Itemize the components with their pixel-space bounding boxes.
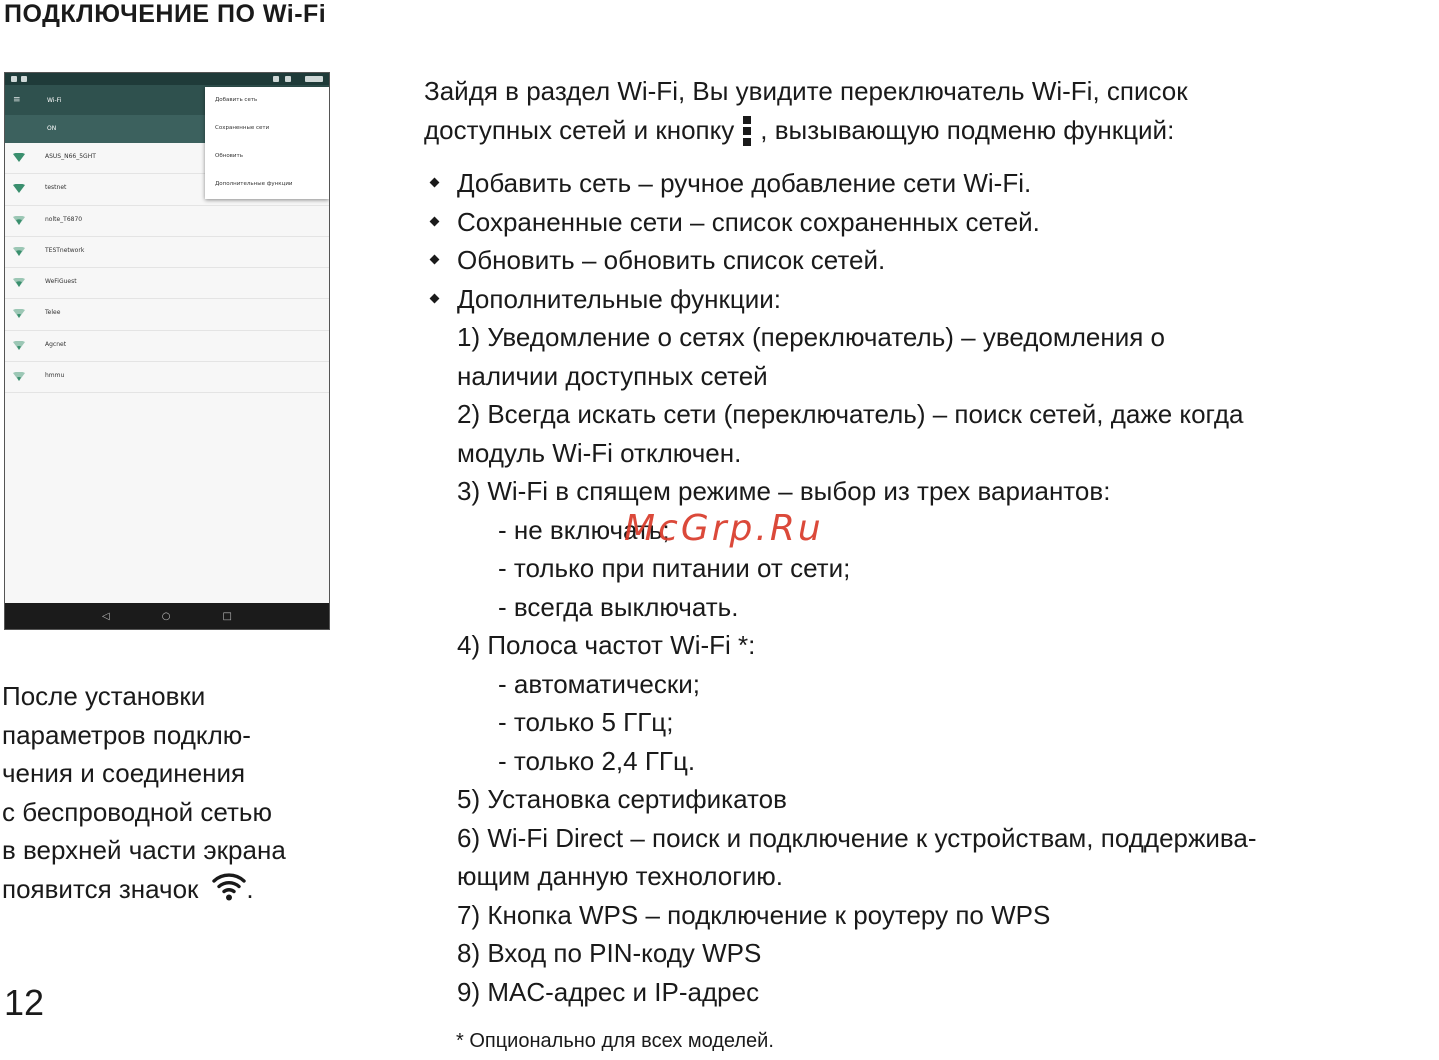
sub-item: наличии доступных сетей bbox=[457, 360, 768, 391]
wifi-signal-icon bbox=[13, 341, 25, 350]
bullet-diamond-icon bbox=[430, 293, 440, 303]
menu-item-label: Обновить bbox=[215, 153, 243, 159]
status-bar bbox=[5, 73, 329, 85]
bullet-diamond-icon bbox=[430, 255, 440, 265]
overflow-menu bbox=[205, 87, 329, 199]
back-arrow-icon[interactable]: ≡ bbox=[13, 95, 21, 105]
bullet-diamond-icon bbox=[430, 216, 440, 226]
recents-icon[interactable]: □ bbox=[222, 610, 232, 622]
wifi-signal-icon bbox=[13, 247, 25, 256]
note-line: После установки bbox=[2, 681, 206, 711]
feature-list bbox=[430, 164, 1435, 1011]
network-item[interactable] bbox=[5, 299, 329, 330]
network-item[interactable] bbox=[5, 206, 329, 237]
menu-item-label: Сохраненные сети bbox=[215, 125, 270, 131]
menu-item-advanced[interactable] bbox=[205, 171, 329, 199]
bullet-item bbox=[430, 241, 1435, 280]
bullet-item bbox=[430, 164, 1435, 203]
network-item[interactable] bbox=[5, 268, 329, 299]
bullet-item bbox=[430, 203, 1435, 242]
intro-line bbox=[424, 111, 1424, 150]
sub-item: 3) Wi-Fi в спящем режиме – выбор из трех вариантов: bbox=[457, 476, 1111, 506]
sub-item: ющим данную технологию. bbox=[457, 861, 783, 891]
nav-bar bbox=[5, 603, 329, 629]
wifi-signal-icon bbox=[13, 309, 25, 318]
intro-text: , вызывающую подменю функций: bbox=[760, 114, 1175, 145]
wifi-switch-label: ON bbox=[47, 125, 57, 132]
sub-item: 2) Всегда искать сети (переключатель) – поиск сетей, даже когда bbox=[457, 399, 1244, 429]
option-item: - автоматически; bbox=[498, 668, 700, 699]
sub-item: 4) Полоса частот Wi-Fi *: bbox=[457, 630, 756, 660]
home-icon[interactable]: ○ bbox=[161, 610, 171, 622]
wifi-signal-icon bbox=[13, 153, 25, 162]
connection-note bbox=[2, 677, 362, 909]
sub-item: 9) MAC-адрес и IP-адрес bbox=[457, 976, 760, 1007]
app-bar-title: Wi-Fi bbox=[47, 97, 62, 104]
network-item[interactable] bbox=[5, 331, 329, 362]
sub-item: модуль Wi-Fi отключен. bbox=[457, 437, 742, 468]
network-name: Telee bbox=[45, 309, 61, 317]
wifi-signal-icon bbox=[13, 184, 25, 193]
phone-screenshot bbox=[4, 72, 330, 630]
network-name: Agcnet bbox=[45, 340, 67, 348]
wifi-signal-icon bbox=[13, 278, 25, 287]
intro-paragraph bbox=[424, 72, 1424, 149]
note-text: . bbox=[246, 873, 254, 904]
network-item[interactable] bbox=[5, 237, 329, 268]
sub-item: 8) Вход по PIN-коду WPS bbox=[457, 938, 762, 968]
intro-line: Зайдя в раздел Wi-Fi, Вы увидите переключатель Wi-Fi, список bbox=[424, 76, 1188, 106]
bullet-text: Сохраненные сети – список сохраненных сетей. bbox=[457, 206, 1040, 237]
bullet-text: Добавить сеть – ручное добавление сети Wi-Fi. bbox=[457, 168, 1032, 198]
network-name: nolte_T6870 bbox=[45, 215, 83, 223]
menu-item-add-network[interactable] bbox=[205, 87, 329, 115]
network-name: testnet bbox=[45, 184, 67, 192]
network-name: hmmu bbox=[45, 372, 65, 380]
footnote: * Опционально для всех моделей. bbox=[456, 1030, 774, 1052]
note-line: с беспроводной сетью bbox=[2, 796, 272, 827]
note-line: в верхней части экрана bbox=[2, 835, 286, 866]
intro-text: доступных сетей и кнопку bbox=[424, 114, 735, 145]
watermark: McGrp.Ru bbox=[624, 508, 824, 549]
bullet-text: Обновить – обновить список сетей. bbox=[457, 245, 886, 275]
sub-item: 6) Wi-Fi Direct – поиск и подключение к устройствам, поддержива- bbox=[457, 822, 1257, 853]
option-item: - только 5 ГГц; bbox=[498, 707, 674, 737]
option-item: - не включать; bbox=[498, 514, 670, 545]
page-heading: ПОДКЛЮЧЕНИЕ ПО Wi-Fi bbox=[4, 0, 327, 28]
menu-item-label: Добавить сеть bbox=[215, 97, 258, 103]
network-name: ASUS_N66_5GHT bbox=[45, 153, 96, 160]
wifi-icon bbox=[212, 872, 246, 902]
bullet-item bbox=[430, 280, 1435, 319]
wifi-signal-icon bbox=[13, 372, 25, 381]
network-item[interactable] bbox=[5, 362, 329, 393]
sub-item: 5) Установка сертификатов bbox=[457, 784, 787, 814]
back-icon[interactable]: ◁ bbox=[102, 610, 110, 622]
option-item: - только 2,4 ГГц. bbox=[498, 745, 696, 776]
note-line bbox=[2, 870, 362, 909]
note-line: параметров подклю- bbox=[2, 719, 251, 750]
network-name: WeFiGuest bbox=[45, 278, 77, 286]
menu-item-refresh[interactable] bbox=[205, 143, 329, 171]
sub-item: 7) Кнопка WPS – подключение к роутеру по WPS bbox=[457, 899, 1051, 930]
note-text: появится значок bbox=[2, 873, 199, 904]
bullet-text: Дополнительные функции: bbox=[457, 283, 782, 314]
sub-item: 1) Уведомление о сетях (переключатель) – уведомления о bbox=[457, 322, 1166, 352]
page-number: 12 bbox=[4, 982, 45, 1023]
option-item: - только при питании от сети; bbox=[498, 553, 851, 583]
note-line: чения и соединения bbox=[2, 758, 246, 789]
bullet-diamond-icon bbox=[430, 178, 440, 188]
more-vert-icon bbox=[742, 114, 752, 148]
menu-item-label: Дополнительные функции bbox=[215, 181, 293, 187]
wifi-signal-icon bbox=[13, 216, 25, 225]
network-name: TESTnetwork bbox=[45, 246, 85, 254]
option-item: - всегда выключать. bbox=[498, 591, 739, 622]
menu-item-saved-networks[interactable] bbox=[205, 115, 329, 143]
